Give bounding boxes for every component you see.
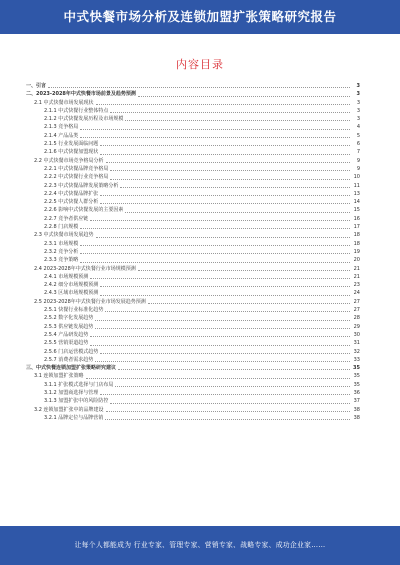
toc-entry-label: 2.2.7 竞争者供应链 <box>44 215 89 222</box>
toc-entry[interactable] <box>26 314 360 322</box>
toc-leader-dots <box>95 320 350 321</box>
toc-entry[interactable] <box>26 223 360 231</box>
toc-entry[interactable] <box>26 148 360 156</box>
toc-entry-label: 2.2.1 中式快餐品牌竞争格局 <box>44 165 109 172</box>
toc-entry-page: 27 <box>353 307 360 314</box>
toc-leader-dots <box>96 104 350 105</box>
toc-entry[interactable] <box>26 323 360 331</box>
toc-entry[interactable] <box>26 364 360 372</box>
toc-entry-page: 38 <box>353 406 360 413</box>
toc-entry-label: 3.1 连锁加盟扩张策略 <box>34 373 84 380</box>
toc-entry-page: 7 <box>356 149 360 156</box>
toc-entry-label: 2.5.7 消费者需求趋势 <box>44 356 94 363</box>
toc-leader-dots <box>80 245 350 246</box>
toc-entry-label: 2.1.1 中式快餐行业整体特点 <box>44 107 109 114</box>
toc-entry-label: 2.3 中式快餐市场发展趋势 <box>34 232 94 239</box>
toc-entry-page: 13 <box>353 190 360 197</box>
report-footer <box>0 526 400 565</box>
toc-leader-dots <box>138 96 350 97</box>
toc-entry[interactable] <box>26 140 360 148</box>
toc-entry-label: 2.3.1 市场规模 <box>44 240 79 247</box>
toc-leader-dots <box>110 403 350 404</box>
toc-entry-page: 10 <box>353 174 360 181</box>
toc-entry-page: 18 <box>353 240 360 247</box>
toc-entry[interactable] <box>26 132 360 140</box>
toc-entry-label: 2.2.3 中式快餐品牌发展策略分析 <box>44 182 119 189</box>
toc-heading: 内容目录 <box>176 58 224 71</box>
toc-entry-page: 16 <box>353 215 360 222</box>
toc-entry[interactable] <box>26 339 360 347</box>
toc-leader-dots <box>106 411 350 412</box>
toc-entry[interactable] <box>26 198 360 206</box>
toc-leader-dots <box>110 179 350 180</box>
toc-leader-dots <box>125 212 350 213</box>
toc-entry-page: 15 <box>353 207 360 214</box>
toc-entry-page: 23 <box>353 282 360 289</box>
toc-entry-page: 27 <box>353 298 360 305</box>
toc-entry-page: 36 <box>353 389 360 396</box>
toc-entry-page: 28 <box>353 315 360 322</box>
toc-entry[interactable] <box>26 414 360 422</box>
toc-entry[interactable] <box>26 231 360 239</box>
toc-entry[interactable] <box>26 99 360 107</box>
toc-entry-page: 33 <box>353 356 360 363</box>
toc-entry[interactable] <box>26 256 360 264</box>
toc-entry-page: 9 <box>356 157 360 164</box>
toc-entry[interactable] <box>26 182 360 190</box>
toc-leader-dots <box>125 120 350 121</box>
table-of-contents <box>26 82 360 422</box>
toc-entry-page: 29 <box>353 323 360 330</box>
toc-entry[interactable] <box>26 273 360 281</box>
toc-entry-label: 2.5.4 产品研发趋势 <box>44 331 89 338</box>
toc-entry-label: 3.1.2 加盟商选择与管理 <box>44 389 99 396</box>
toc-entry-label: 2.2.4 中式快餐品牌扩张 <box>44 190 99 197</box>
toc-entry-page: 3 <box>356 83 360 89</box>
toc-entry[interactable] <box>26 190 360 198</box>
toc-entry-page: 3 <box>356 91 360 98</box>
toc-entry-label: 2.2.5 中式快餐人群分析 <box>44 199 99 206</box>
toc-leader-dots <box>90 345 350 346</box>
toc-entry-page: 35 <box>353 381 360 388</box>
toc-entry[interactable] <box>26 265 360 273</box>
toc-entry-page: 6 <box>356 141 360 148</box>
toc-entry-label: 2.2.8 门店规模 <box>44 224 79 231</box>
toc-entry-label: 2.1.4 产品品类 <box>44 132 79 139</box>
toc-entry[interactable] <box>26 206 360 214</box>
toc-entry[interactable] <box>26 397 360 405</box>
toc-entry-page: 24 <box>353 290 360 297</box>
toc-entry-label: 2.5.3 供应链发展趋势 <box>44 323 94 330</box>
toc-entry-label: 3.2.1 品牌定位与品牌营销 <box>44 414 104 421</box>
toc-leader-dots <box>100 394 350 395</box>
toc-entry-page: 21 <box>353 273 360 280</box>
toc-entry-page: 9 <box>356 165 360 172</box>
toc-leader-dots <box>100 145 350 146</box>
toc-entry-page: 18 <box>353 232 360 239</box>
toc-entry-label: 3.1.3 加盟扩张中的风险防控 <box>44 398 109 405</box>
report-header <box>0 0 400 34</box>
toc-leader-dots <box>90 278 350 279</box>
toc-entry[interactable] <box>26 281 360 289</box>
toc-leader-dots <box>90 336 350 337</box>
toc-leader-dots <box>115 386 350 387</box>
toc-entry-label: 2.2.6 影响中式快餐发展的主要因素 <box>44 207 124 214</box>
toc-leader-dots <box>106 162 350 163</box>
toc-leader-dots <box>96 237 350 238</box>
toc-leader-dots <box>80 253 350 254</box>
toc-entry-label: 2.1.6 中式快餐加盟现状 <box>44 149 99 156</box>
toc-entry-page: 32 <box>353 348 360 355</box>
toc-entry-label: 2.1.2 中式快餐发展历程及市场规模 <box>44 116 124 123</box>
toc-entry[interactable] <box>26 306 360 314</box>
toc-entry-label: 2.3.3 竞争策略 <box>44 257 79 264</box>
toc-leader-dots <box>148 303 350 304</box>
toc-entry-label: 2.4.2 细分市场规模预测 <box>44 282 99 289</box>
toc-entry[interactable] <box>26 248 360 256</box>
toc-entry-label: 3.2 连锁加盟扩张中的品牌建设 <box>34 406 104 413</box>
toc-entry-page: 4 <box>356 124 360 131</box>
toc-entry-page: 38 <box>353 414 360 421</box>
toc-entry-page: 3 <box>356 99 360 106</box>
toc-entry-label: 2.1 中式快餐市场发展现状 <box>34 99 94 106</box>
toc-entry[interactable] <box>26 173 360 181</box>
toc-entry[interactable] <box>26 157 360 165</box>
toc-leader-dots <box>110 112 350 113</box>
toc-entry[interactable] <box>26 165 360 173</box>
toc-entry-label: 2.1.3 竞争格局 <box>44 124 79 131</box>
toc-entry-label: 三、中式快餐连锁加盟扩张策略研究建议 <box>26 365 117 372</box>
toc-entry-label: 一、引言 <box>26 83 47 89</box>
toc-leader-dots <box>100 195 350 196</box>
toc-entry-label: 2.4 2023-2028年中式快餐行业市场规模预测 <box>34 265 136 272</box>
toc-leader-dots <box>110 170 350 171</box>
toc-leader-dots <box>100 203 350 204</box>
toc-entry-label: 2.5.6 门店运营模式趋势 <box>44 348 99 355</box>
toc-entry-page: 37 <box>353 398 360 405</box>
toc-entry[interactable] <box>26 107 360 115</box>
toc-leader-dots <box>100 154 350 155</box>
toc-entry-page: 11 <box>353 182 360 189</box>
toc-entry-page: 20 <box>353 257 360 264</box>
footer-slogan: 让每个人都能成为 行业专家、管理专家、营销专家、战略专家、成功企业家…… <box>74 541 326 549</box>
toc-leader-dots <box>48 87 350 88</box>
toc-entry-label: 二、2023-2028年中式快餐市场前景及趋势预测 <box>26 91 136 98</box>
toc-leader-dots <box>120 187 350 188</box>
toc-entry[interactable] <box>26 289 360 297</box>
toc-leader-dots <box>95 328 350 329</box>
toc-entry[interactable] <box>26 82 360 90</box>
toc-entry-page: 14 <box>353 199 360 206</box>
toc-entry[interactable] <box>26 215 360 223</box>
toc-entry[interactable] <box>26 123 360 131</box>
toc-leader-dots <box>100 353 350 354</box>
toc-entry-label: 2.2 中式快餐市场竞争格局分析 <box>34 157 104 164</box>
toc-entry[interactable] <box>26 90 360 98</box>
toc-entry-label: 2.5 2023-2028年中式快餐行业市场发展趋势预测 <box>34 298 146 305</box>
toc-entry-page: 35 <box>353 373 360 380</box>
toc-entry-label: 2.4.1 市场规模预测 <box>44 273 89 280</box>
toc-leader-dots <box>80 129 350 130</box>
toc-leader-dots <box>105 311 350 312</box>
toc-leader-dots <box>118 369 350 370</box>
toc-entry-label: 2.5.2 数字化发展趋势 <box>44 315 94 322</box>
toc-entry-page: 3 <box>356 107 360 114</box>
toc-entry-page: 19 <box>353 248 360 255</box>
toc-entry-label: 3.1.1 扩张模式选择与门店布局 <box>44 381 114 388</box>
toc-entry-label: 2.3.2 竞争分析 <box>44 248 79 255</box>
toc-leader-dots <box>80 262 350 263</box>
toc-entry[interactable] <box>26 331 360 339</box>
toc-entry[interactable] <box>26 240 360 248</box>
toc-entry-page: 30 <box>353 331 360 338</box>
toc-entry[interactable] <box>26 389 360 397</box>
toc-entry-label: 2.2.2 中式快餐行业竞争格局 <box>44 174 109 181</box>
toc-entry-page: 5 <box>356 132 360 139</box>
toc-entry-label: 2.4.3 区域市场规模预测 <box>44 290 99 297</box>
toc-leader-dots <box>100 286 350 287</box>
report-title: 中式快餐市场分析及连锁加盟扩张策略研究报告 <box>63 9 337 24</box>
toc-leader-dots <box>138 270 350 271</box>
toc-entry[interactable] <box>26 348 360 356</box>
toc-entry[interactable] <box>26 115 360 123</box>
toc-entry-page: 31 <box>353 340 360 347</box>
toc-entry[interactable] <box>26 298 360 306</box>
toc-leader-dots <box>105 419 350 420</box>
toc-entry-page: 35 <box>353 365 360 372</box>
toc-entry-label: 2.5.5 营销渠道趋势 <box>44 340 89 347</box>
toc-leader-dots <box>90 220 350 221</box>
toc-entry[interactable] <box>26 356 360 364</box>
toc-entry[interactable] <box>26 381 360 389</box>
toc-entry-page: 17 <box>353 224 360 231</box>
toc-entry-page: 21 <box>353 265 360 272</box>
toc-leader-dots <box>86 378 350 379</box>
toc-leader-dots <box>80 228 350 229</box>
toc-entry-label: 2.5.1 快餐行业标准化趋势 <box>44 307 104 314</box>
toc-leader-dots <box>95 361 350 362</box>
toc-leader-dots <box>100 295 350 296</box>
toc-entry[interactable] <box>26 372 360 380</box>
toc-entry-page: 3 <box>356 116 360 123</box>
toc-entry[interactable] <box>26 406 360 414</box>
toc-entry-label: 2.1.5 行业发展面临问题 <box>44 141 99 148</box>
toc-leader-dots <box>80 137 350 138</box>
